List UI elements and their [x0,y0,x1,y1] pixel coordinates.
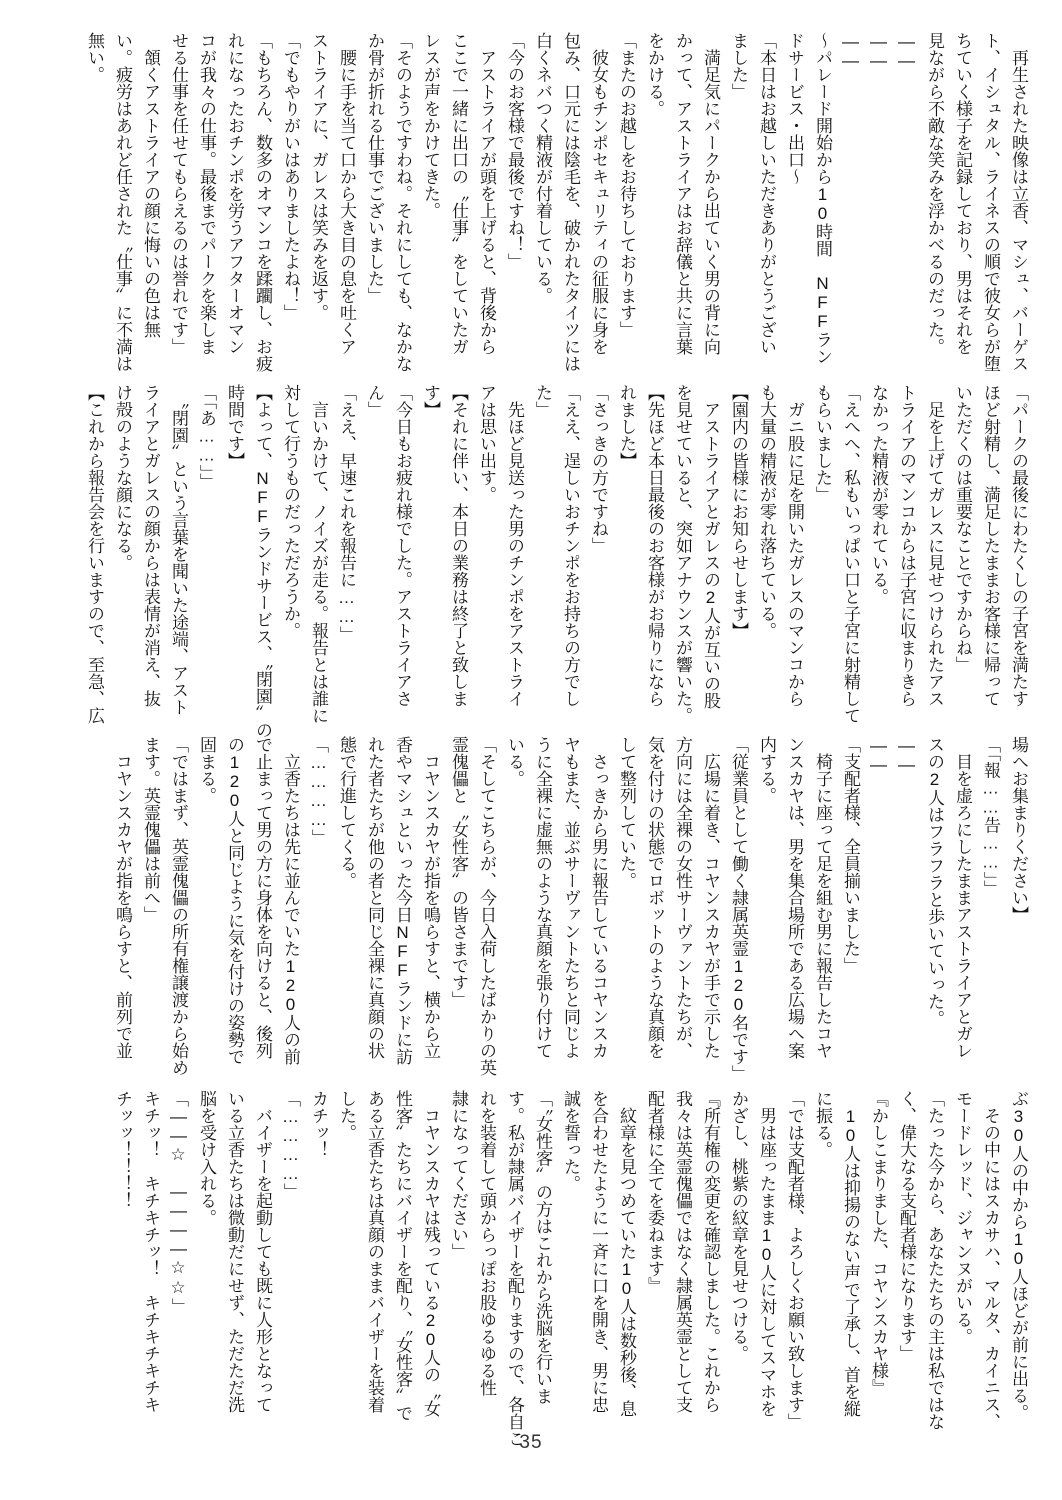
text-column: ます。英霊傀儡は前へ」 [141,736,160,923]
text-column: ある立香たちは真顔のままバイザーを装着 [365,1090,384,1413]
text-column: なかった精液が零れている。 [869,384,888,605]
text-column: 言いかけて、ノイズが走る。報告とは誰に [309,384,328,724]
text-column: い。疲労はあれど任された〝仕事〟に不満は [113,32,132,372]
text-column: 態で行進してくる。 [337,736,356,889]
text-column: 「そしてこちらが、今日入荷したばかりの英 [477,736,496,1076]
text-column: 『所有権の変更を確認しました。これから [701,1090,720,1413]
text-column: ト、イシュタル、ライネスの順で彼女らが堕 [981,32,1000,372]
text-column: を見せていると、突如アナウンスが響いた。 [673,384,692,724]
text-column: 霊傀儡と〝女性客〟の皆さまです」 [449,736,468,1008]
page-number: 35 [519,1432,543,1453]
text-column: れを装着して頭からっぽお股ゆるゆる性 [477,1090,496,1396]
text-column: 「またのお越しをお待ちしております」 [617,32,636,338]
text-column: トライアのマンコからは子宮に収まりきら [897,384,916,707]
text-column: 〝閉園〟という言葉を聞いた途端、アスト [169,384,188,716]
text-column: 配者様に全てを委ねます』 [645,1090,664,1294]
text-column: 脳を受け入れる。 [197,1090,216,1226]
text-column: ちていく様子を記録しており、男はそれを [953,32,972,355]
text-column: いる立香たちは微動だにせず、ただただ洗 [225,1090,244,1413]
text-column: 我々は英霊傀儡ではなく隷属英霊として支 [673,1090,692,1413]
text-column: もらいました」 [813,384,832,503]
text-column: 「――☆ ――――☆☆」 [169,1090,188,1315]
text-column: 香やマシュといった今日NFFランドに訪 [393,736,412,1065]
text-column: 目を虚ろにしたままアストライアとガレ [953,736,972,1059]
text-column: 立香たちは先に並んでいた120人の前 [281,736,300,1065]
text-band-top [80,32,1032,380]
text-column: 「今日もお疲れ様でした。アストライアさ [393,384,412,707]
text-column: 無い。 [85,32,104,83]
text-column: に振る。 [813,1090,832,1158]
text-column: 「「あ……」」 [197,384,216,490]
text-column: 場へお集まりください】 [1009,736,1028,923]
text-column: く、偉大なる支配者様になります」 [897,1090,916,1362]
text-column: を合わせたように一斉に口を開き、男に忠 [589,1090,608,1413]
text-column: せる仕事を任せてもらえるのは誉れです」 [169,32,188,355]
text-column: ―― [897,32,916,70]
text-column: アストライアとガレスの2人が互いの股 [701,384,720,709]
text-column: ～パレード開始から10時間 NFFラン [813,32,832,365]
text-column: 「…………」 [309,736,328,846]
text-column: 「そのようですわね。それにしても、なかな [393,32,412,372]
text-column: して整列していた。 [617,736,636,889]
text-column: 「「報……告……」」 [981,736,1000,897]
text-column: した。 [337,1090,356,1141]
text-column: 対して行うものだっただろうか。 [281,384,300,639]
text-column: 「パークの最後にわたくしの子宮を満たす [1009,384,1028,707]
text-column: をかける。 [645,32,664,117]
text-column: 「えへへ、私もいっぱい口と子宮に射精して [841,384,860,724]
text-column: コヤンスカヤが指を鳴らすと、前列で並 [113,736,132,1059]
text-column: も大量の精液が零れ落ちている。 [757,384,776,639]
text-column: 腰に手を当て口から大き目の息を吐くア [337,32,356,355]
text-column: ました」 [729,32,748,100]
text-column: コが我々の仕事。最後までパークを楽しま [197,32,216,355]
text-column: す。私が隷属バイザーを配りますので、各自こ [505,1090,524,1447]
text-column: 「でもやりがいはありましたよね！」 [281,32,300,321]
text-column: の120人と同じように気を付けの姿勢で [225,736,244,1065]
text-column: け殻のような顔になる。 [113,384,132,571]
text-column: 内する。 [757,736,776,804]
text-column: いる。 [505,736,524,787]
text-column: 満足気にパークから出ていく男の背に向 [701,32,720,355]
text-column: 【園内の皆様にお知らせします】 [729,384,748,639]
text-column: 時間です】 [225,384,244,469]
text-column: 「ええ、早速これを報告に……」 [337,384,356,643]
text-column: 足を上げてガレスに見せつけられたアス [925,384,944,707]
text-column: れになったおチンポを労うアフターオマン [225,32,244,355]
text-column: 【よって、NFFランドサービス、〝閉園〟の [253,384,272,739]
text-column: 【それに伴い、本日の業務は終了と致しま [449,384,468,707]
text-column: 頷くアストライアの顔に悔いの色は無 [141,32,160,338]
text-column: ―― [841,32,860,70]
text-column: た」 [533,384,552,418]
text-column: 「ええ、逞しいおチンポをお持ちの方でし [561,384,580,707]
text-column: アストライアが頭を上げると、背後から [477,32,496,355]
text-column: れた者たちが他の者と同じ全裸に真顔の状 [365,736,384,1059]
text-column: 「…………」 [281,1090,300,1200]
text-column: その中にはスカサハ、マルタ、カイニス、 [981,1090,1000,1430]
text-column: ドサービス・出口～ [785,32,804,185]
text-column: モードレッド、ジャンヌがいる。 [953,1090,972,1345]
text-column: 気を付けの状態でロボットのような真顔を [645,736,664,1059]
text-column: 隷になってください」 [449,1090,468,1260]
text-column: ヤもまた、並ぶサーヴァントたちと同じよ [561,736,580,1059]
text-column: カチッ！ [309,1090,328,1158]
text-column: ん」 [365,384,384,418]
text-column: 椅子に座って足を組む男に報告したコヤ [813,736,832,1059]
text-column: 【先ほど本日最後のお客様がお帰りになら [645,384,664,707]
text-column: ―― [897,736,916,774]
text-column: 「従業員として働く隷属英霊120名です」 [729,736,748,1082]
text-column: かって、アストライアはお辞儀と共に言葉 [673,32,692,355]
text-column: キチッ！ キチキチッ！ キチキチキチキ [141,1090,160,1413]
text-column: 再生された映像は立香、マシュ、バーゲス [1009,32,1028,372]
text-column: かざし、桃紫の紋章を見せつける。 [729,1090,748,1362]
text-column: バイザーを起動しても既に人形となって [253,1090,272,1413]
text-column: 「もちろん、数多のオマンコを蹂躙し、お疲 [253,32,272,372]
text-column: 「〝女性客〟の方はこれから洗脳を行いま [533,1090,552,1405]
text-column: 10人は抑揚のない声で了承し、首を縦 [841,1090,860,1417]
text-column: レスが声をかけてきた。 [421,32,440,219]
text-column: 男は座ったまま10人に対してスマホを [757,1090,776,1417]
text-column: ガニ股に足を開いたガレスのマンコから [785,384,804,707]
text-column: いただくのは重要なことですからね」 [953,384,972,673]
text-column: ライアとガレスの顔からは表情が消え、抜 [141,384,160,707]
text-column: スの2人はフラフラと歩いていった。 [925,736,944,1027]
text-column: 「さっきの方ですね」 [589,384,608,554]
text-column: 「支配者様、全員揃いました」 [841,736,860,974]
text-band-upper-middle [80,384,1032,739]
text-column: 固まる。 [197,736,216,804]
text-column: す】 [421,384,440,418]
text-column: ここで一緒に出口の〝仕事〟をしていたガ [449,32,468,355]
text-column: コヤンスカヤが指を鳴らすと、横から立 [421,736,440,1059]
text-column: 「たった今から、あなたたちの主は私ではな [925,1090,944,1430]
text-column: 「今のお客様で最後ですね！」 [505,32,524,270]
text-column: 『かしこまりました、コヤンスカヤ様』 [869,1090,888,1396]
text-column: チッッ！！！！ [113,1090,132,1209]
text-band-lower-middle [108,736,1032,1082]
text-column: 【これから報告会を行いますので、至急、広 [85,384,104,724]
text-column: コヤンスカヤは残っている20人の〝女 [421,1090,440,1417]
text-column: 「ではまず、英霊傀儡の所有権譲渡から始め [169,736,188,1076]
text-column: ぶ30人の中から10人ほどが前に出る。 [1009,1090,1028,1421]
text-column: 見ながら不敵な笑みを浮かべるのだった。 [925,32,944,355]
text-column: 先ほど見送った男のチンポをアストライ [505,384,524,707]
text-column: 広場に着き、コヤンスカヤが手で示した [701,736,720,1059]
text-column: ほど射精し、満足したままお客様に帰って [981,384,1000,707]
text-column: アは思い出す。 [477,384,496,503]
text-column: 方向には全裸の女性サーヴァントたちが、 [673,736,692,1059]
text-column: ―― [869,736,888,774]
text-column: で止まって男の方に身体を向けると、後列 [253,736,272,1059]
text-column: か骨が折れる仕事でございました」 [365,32,384,304]
text-column: うに全裸に虚無のような真顔を張り付けて [533,736,552,1059]
text-column: 誠を誓った。 [561,1090,580,1192]
text-column: 「では支配者様、よろしくお願い致します」 [785,1090,804,1430]
text-column: れました】 [617,384,636,469]
text-column: ンスカヤは、男を集合場所である広場へ案 [785,736,804,1059]
text-column: ―― [869,32,888,70]
text-column: 包み、口元には陰毛を、破かれたタイツには [561,32,580,372]
text-column: 性客〟たちにバイザーを配り、〝女性客〟で [393,1090,412,1422]
text-column: 紋章を見つめていた10人は数秒後、息 [617,1090,636,1417]
text-column: 白くネバつく精液が付着している。 [533,32,552,304]
text-column: さっきから男に報告しているコヤンスカ [589,736,608,1059]
text-column: 「本日はお越しいただきありがとうござい [757,32,776,355]
text-column: 彼女もチンポセキュリティの征服に身を [589,32,608,355]
text-column: ストライアに、ガレスは笑みを返す。 [309,32,328,321]
